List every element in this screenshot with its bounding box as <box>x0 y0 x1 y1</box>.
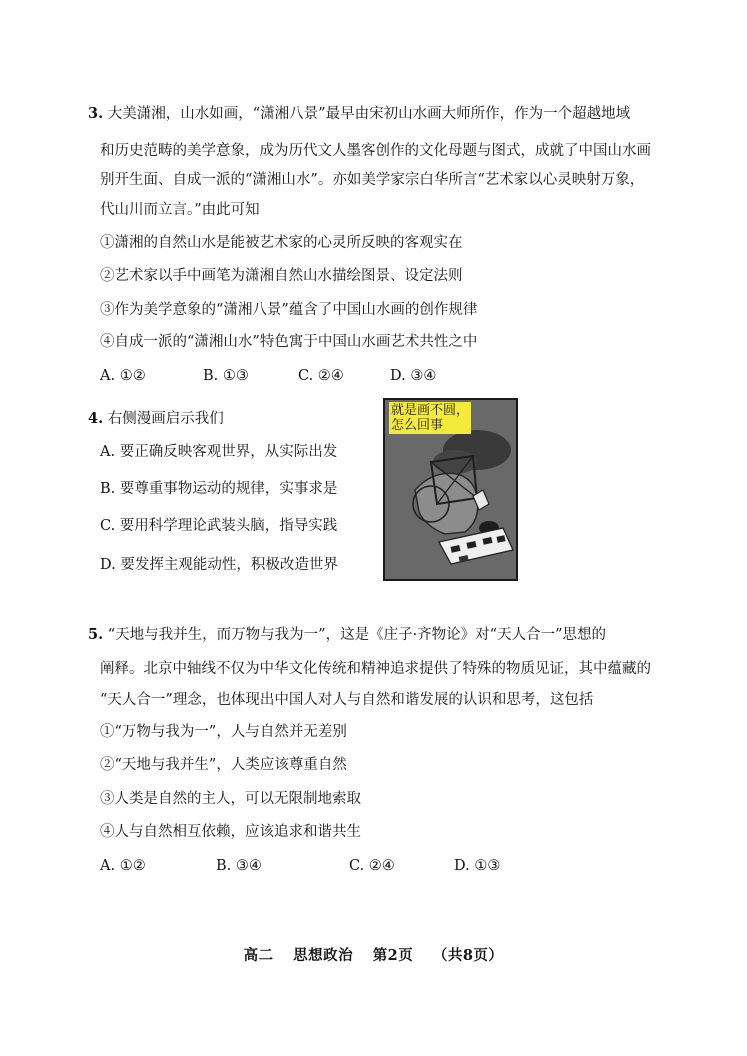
q4-option-a[interactable]: A. 要正确反映客观世界，从实际出发 <box>100 444 338 460</box>
q5-choice-a[interactable]: A. ①② <box>100 858 146 874</box>
q3-stem-line-4: 代山川而立言。”由此可知 <box>100 202 260 218</box>
footer-page: 第2页 <box>372 947 414 964</box>
cartoon-caption: 就是画不圆，怎么回事 <box>391 403 470 433</box>
q3-item-3: ③作为美学意象的“潇湘八景”蕴含了中国山水画的创作规律 <box>100 302 478 318</box>
q3-stem-line-3: 别开生面、自成一派的“潇湘山水”。亦如美学家宗白华所言“艺术家以心灵映射万象， <box>100 172 645 188</box>
q5-stem-line-1: 5. “天地与我并生，而万物与我为一”，这是《庄子·齐物论》对“天人合一”思想的 <box>88 626 607 643</box>
q5-choice-c[interactable]: C. ②④ <box>349 858 395 874</box>
footer-grade: 高二 <box>243 947 274 964</box>
footer-total: （共8页） <box>432 947 504 964</box>
q3-stem-line-2: 和历史范畴的美学意象，成为历代文人墨客创作的文化母题与图式，成就了中国山水画 <box>100 143 651 159</box>
q4-option-c[interactable]: C. 要用科学理论武装头脑，指导实践 <box>100 518 338 534</box>
q4-option-b[interactable]: B. 要尊重事物运动的规律，实事求是 <box>100 481 338 497</box>
q3-stem-line-1: 3. 大美潇湘，山水如画，“潇湘八景”最早由宋初山水画大师所作，作为一个超越地域 <box>88 105 631 122</box>
cartoon-image <box>383 398 518 581</box>
q3-item-1: ①潇湘的自然山水是能被艺术家的心灵所反映的客观实在 <box>100 235 463 251</box>
q4-stem: 4. 右侧漫画启示我们 <box>88 410 224 427</box>
q5-item-4: ④人与自然相互依赖，应该追求和谐共生 <box>100 824 361 840</box>
q4-option-d[interactable]: D. 要发挥主观能动性，积极改造世界 <box>100 557 338 573</box>
q4-number: 4. <box>88 410 104 427</box>
q3-choice-b[interactable]: B. ①③ <box>203 368 249 384</box>
q3-number: 3. <box>88 105 104 122</box>
q3-item-4: ④自成一派的“潇湘山水”特色寓于中国山水画艺术共性之中 <box>100 334 478 350</box>
q5-item-2: ②“天地与我并生”，人类应该尊重自然 <box>100 757 347 773</box>
q3-choice-d[interactable]: D. ③④ <box>390 368 437 384</box>
q5-stem-line-2: 阐释。北京中轴线不仅为中华文化传统和精神追求提供了特殊的物质见证，其中蕴藏的 <box>100 661 651 677</box>
q3-choice-c[interactable]: C. ②④ <box>298 368 344 384</box>
q3-item-2: ②艺术家以手中画笔为潇湘自然山水描绘图景、设定法则 <box>100 268 463 284</box>
q5-choice-b[interactable]: B. ③④ <box>216 858 262 874</box>
q5-choice-d[interactable]: D. ①③ <box>454 858 501 874</box>
q3-choice-a[interactable]: A. ①② <box>100 368 146 384</box>
q5-stem-line-3: “天人合一”理念，也体现出中国人对人与自然和谐发展的认识和思考，这包括 <box>100 692 594 708</box>
page-footer <box>0 944 747 965</box>
footer-subject: 思想政治 <box>293 947 354 964</box>
q5-item-3: ③人类是自然的主人，可以无限制地索取 <box>100 791 361 807</box>
q5-item-1: ①“万物与我为一”，人与自然并无差别 <box>100 724 347 740</box>
q5-number: 5. <box>88 626 104 643</box>
